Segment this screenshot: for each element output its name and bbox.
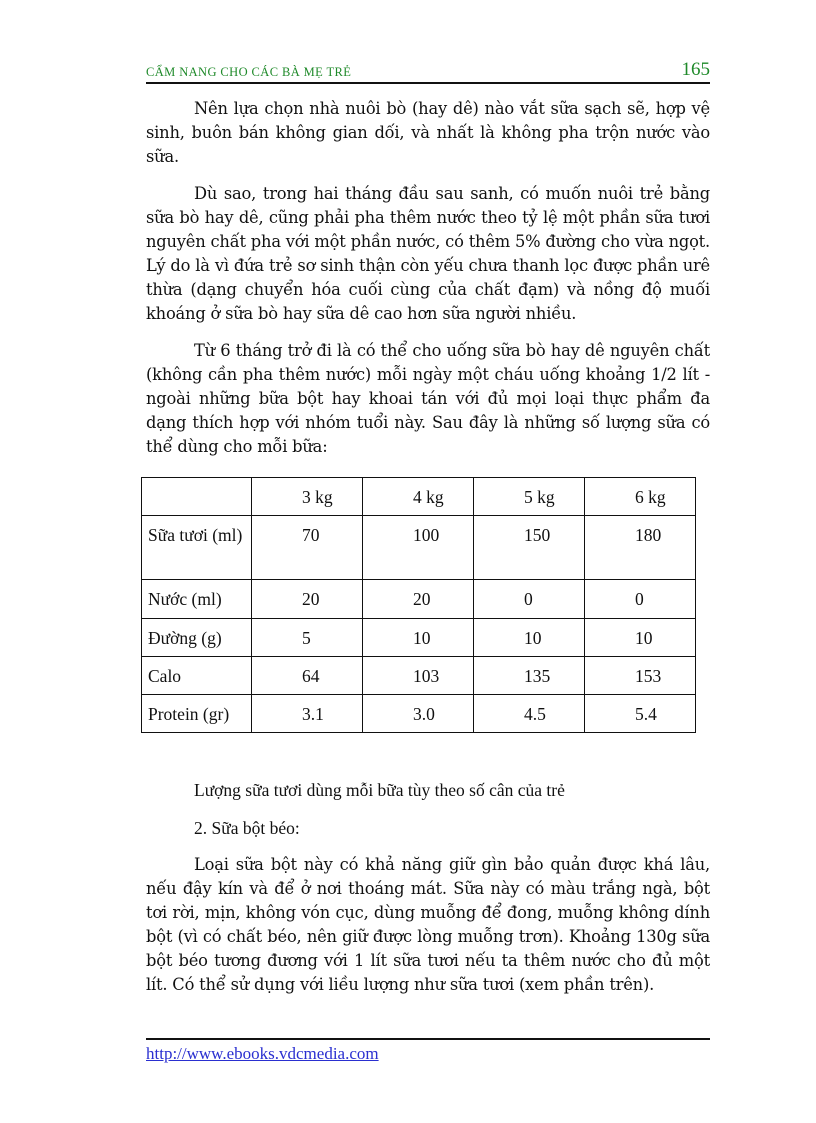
section-subheading: 2. Sữa bột béo: [194, 818, 300, 838]
table-row [142, 580, 696, 618]
body-text [146, 97, 710, 472]
column-header: 6 kg [585, 478, 696, 516]
row-label: Calo [142, 656, 252, 694]
table-cell: 64 [252, 656, 363, 694]
table-cell: 5.4 [585, 694, 696, 732]
book-title: CẨM NANG CHO CÁC BÀ MẸ TRẺ [146, 65, 352, 79]
table-cell: 20 [363, 580, 474, 618]
paragraph: Dù sao, trong hai tháng đầu sau sanh, có muốn nuôi trẻ bằng sữa bò hay dê, cũng phải pha thêm nước theo tỷ lệ một phần sữa tươi nguyên chất pha với một phần nước, có thêm 5% đường cho vừa ngọt. Lý do là vì đứa trẻ sơ sinh thận còn yếu chưa thanh lọc được phần urê thừa (dạng chuyển hóa cuối cùng của chất đạm) và nồng độ muối khoáng ở sữa bò hay sữa dê cao hơn sữa người nhiều. [146, 184, 710, 323]
table-row [142, 694, 696, 732]
table-cell: 10 [585, 618, 696, 656]
table-cell: 103 [363, 656, 474, 694]
page-number: 165 [681, 59, 710, 80]
table-corner-cell [142, 478, 252, 516]
table-cell: 10 [474, 618, 585, 656]
body-text-continued [146, 853, 710, 1010]
table-row [142, 656, 696, 694]
table-cell: 70 [252, 516, 363, 580]
paragraph: Loại sữa bột này có khả năng giữ gìn bảo quản được khá lâu, nếu đậy kín và để ở nơi thoáng mát. Sữa này có màu trắng ngà, bột tơi rời, mịn, không vón cục, dùng muỗng để đong, muỗng không dính bột (vì có chất béo, nên giữ được lòng muỗng trơn). Khoảng 130g sữa bột béo tương đương với 1 lít sữa tươi nếu ta thêm nước cho đủ một lít. Có thể sử dụng với liều lượng như sữa tươi (xem phần trên). [146, 855, 710, 994]
page-header [146, 60, 710, 84]
row-label: Sữa tươi (ml) [142, 516, 252, 580]
table-cell: 4.5 [474, 694, 585, 732]
row-label: Nước (ml) [142, 580, 252, 618]
table-caption: Lượng sữa tươi dùng mỗi bữa tùy theo số cân của trẻ [194, 780, 565, 800]
table-cell: 3.1 [252, 694, 363, 732]
table-cell: 5 [252, 618, 363, 656]
milk-quantity-table [141, 477, 696, 733]
column-header: 4 kg [363, 478, 474, 516]
table-cell: 3.0 [363, 694, 474, 732]
row-label: Protein (gr) [142, 694, 252, 732]
paragraph: Nên lựa chọn nhà nuôi bò (hay dê) nào vắt sữa sạch sẽ, hợp vệ sinh, buôn bán không gian dối, và nhất là không pha trộn nước vào sữa. [146, 99, 710, 166]
table-cell: 135 [474, 656, 585, 694]
table-cell: 153 [585, 656, 696, 694]
table-row [142, 516, 696, 580]
table-header-row [142, 478, 696, 516]
paragraph: Từ 6 tháng trở đi là có thể cho uống sữa bò hay dê nguyên chất (không cần pha thêm nước) mỗi ngày một cháu uống khoảng 1/2 lít - ngoài những bữa bột hay khoai tán với đủ mọi loại thực phẩm đa dạng thích hợp với nhóm tuổi này. Sau đây là những số lượng sữa có thể dùng cho mỗi bữa: [146, 341, 710, 456]
table-cell: 150 [474, 516, 585, 580]
footer-url-link[interactable]: http://www.ebooks.vdcmedia.com [146, 1044, 379, 1063]
table-cell: 0 [585, 580, 696, 618]
table-row [142, 618, 696, 656]
table-cell: 20 [252, 580, 363, 618]
column-header: 5 kg [474, 478, 585, 516]
table-cell: 0 [474, 580, 585, 618]
column-header: 3 kg [252, 478, 363, 516]
table-cell: 10 [363, 618, 474, 656]
table-cell: 100 [363, 516, 474, 580]
footer-divider [146, 1038, 710, 1040]
row-label: Đường (g) [142, 618, 252, 656]
table-cell: 180 [585, 516, 696, 580]
